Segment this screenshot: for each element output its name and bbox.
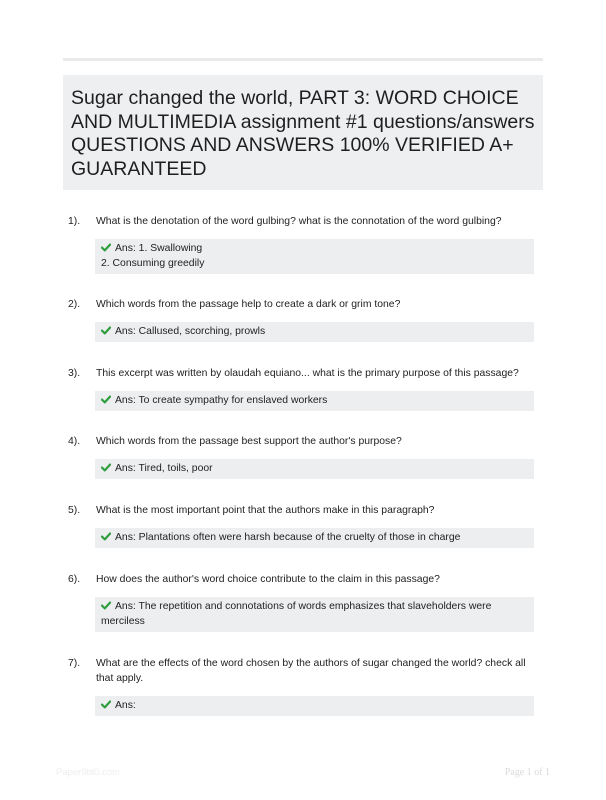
question-number: 2). [68,299,81,310]
question-row [68,297,538,312]
check-icon [101,463,111,472]
footer-site: Paper9bl0.com [56,767,120,778]
footer-page-number: Page 1 of 1 [504,767,550,778]
question-number: 3). [68,368,81,379]
question-row [68,572,538,587]
qa-item-2 [68,297,538,342]
qa-item-7 [68,656,538,716]
question-number: 4). [68,436,81,447]
answer-box [95,459,534,479]
question-text: What are the effects of the word chosen by the authors of sugar changed the world? check all that apply. [96,658,526,684]
question-text: What is the most important point that the authors make in this paragraph? [96,505,435,516]
check-icon [101,395,111,404]
check-icon [101,326,111,335]
answer-text: Ans: [115,700,136,711]
question-number: 7). [68,658,81,669]
answer-box [95,597,534,632]
answer-text: Ans: Tired, toils, poor [115,463,213,474]
question-number: 5). [68,505,81,516]
question-text: What is the denotation of the word gulbing? what is the connotation of the word gulbing? [96,216,502,227]
question-row [68,366,538,381]
qa-item-1 [68,214,538,274]
top-divider [63,58,543,61]
question-text: This excerpt was written by olaudah equiano... what is the primary purpose of this passage? [96,368,519,379]
qa-item-5 [68,503,538,548]
check-icon [101,243,111,252]
question-number: 1). [68,216,81,227]
question-text: How does the author's word choice contribute to the claim in this passage? [96,574,440,585]
answer-text: Ans: 1. Swallowing [115,243,203,254]
title-box [63,75,543,190]
answer-box [95,696,534,716]
question-row [68,214,538,229]
check-icon [101,601,111,610]
qa-item-4 [68,434,538,479]
answer-box [95,322,534,342]
question-number: 6). [68,574,81,585]
document-title: Sugar changed the world, PART 3: WORD CHOICE AND MULTIMEDIA assignment #1 questions/answers QUESTIONS AND ANSWERS 100% VERIFIED A+ GUARANTEED [71,87,535,180]
answer-text: Ans: To create sympathy for enslaved workers [115,395,328,406]
question-row [68,656,538,686]
answer-box [95,391,534,411]
answer-text: Ans: Plantations often were harsh because of the cruelty of those in charge [115,532,461,543]
answer-text: Ans: Callused, scorching, prowls [115,326,266,337]
question-row [68,434,538,449]
check-icon [101,532,111,541]
qa-item-3 [68,366,538,411]
check-icon [101,700,111,709]
answer-box [95,528,534,548]
question-text: Which words from the passage best support the author's purpose? [96,436,402,447]
question-text: Which words from the passage help to create a dark or grim tone? [96,299,401,310]
qa-item-6 [68,572,538,632]
answer-text-continued: 2. Consuming greedily [101,258,205,269]
answer-box [95,239,534,274]
answer-text: Ans: The repetition and connotations of words emphasizes that slaveholders were merciless [101,601,492,627]
question-row [68,503,538,518]
